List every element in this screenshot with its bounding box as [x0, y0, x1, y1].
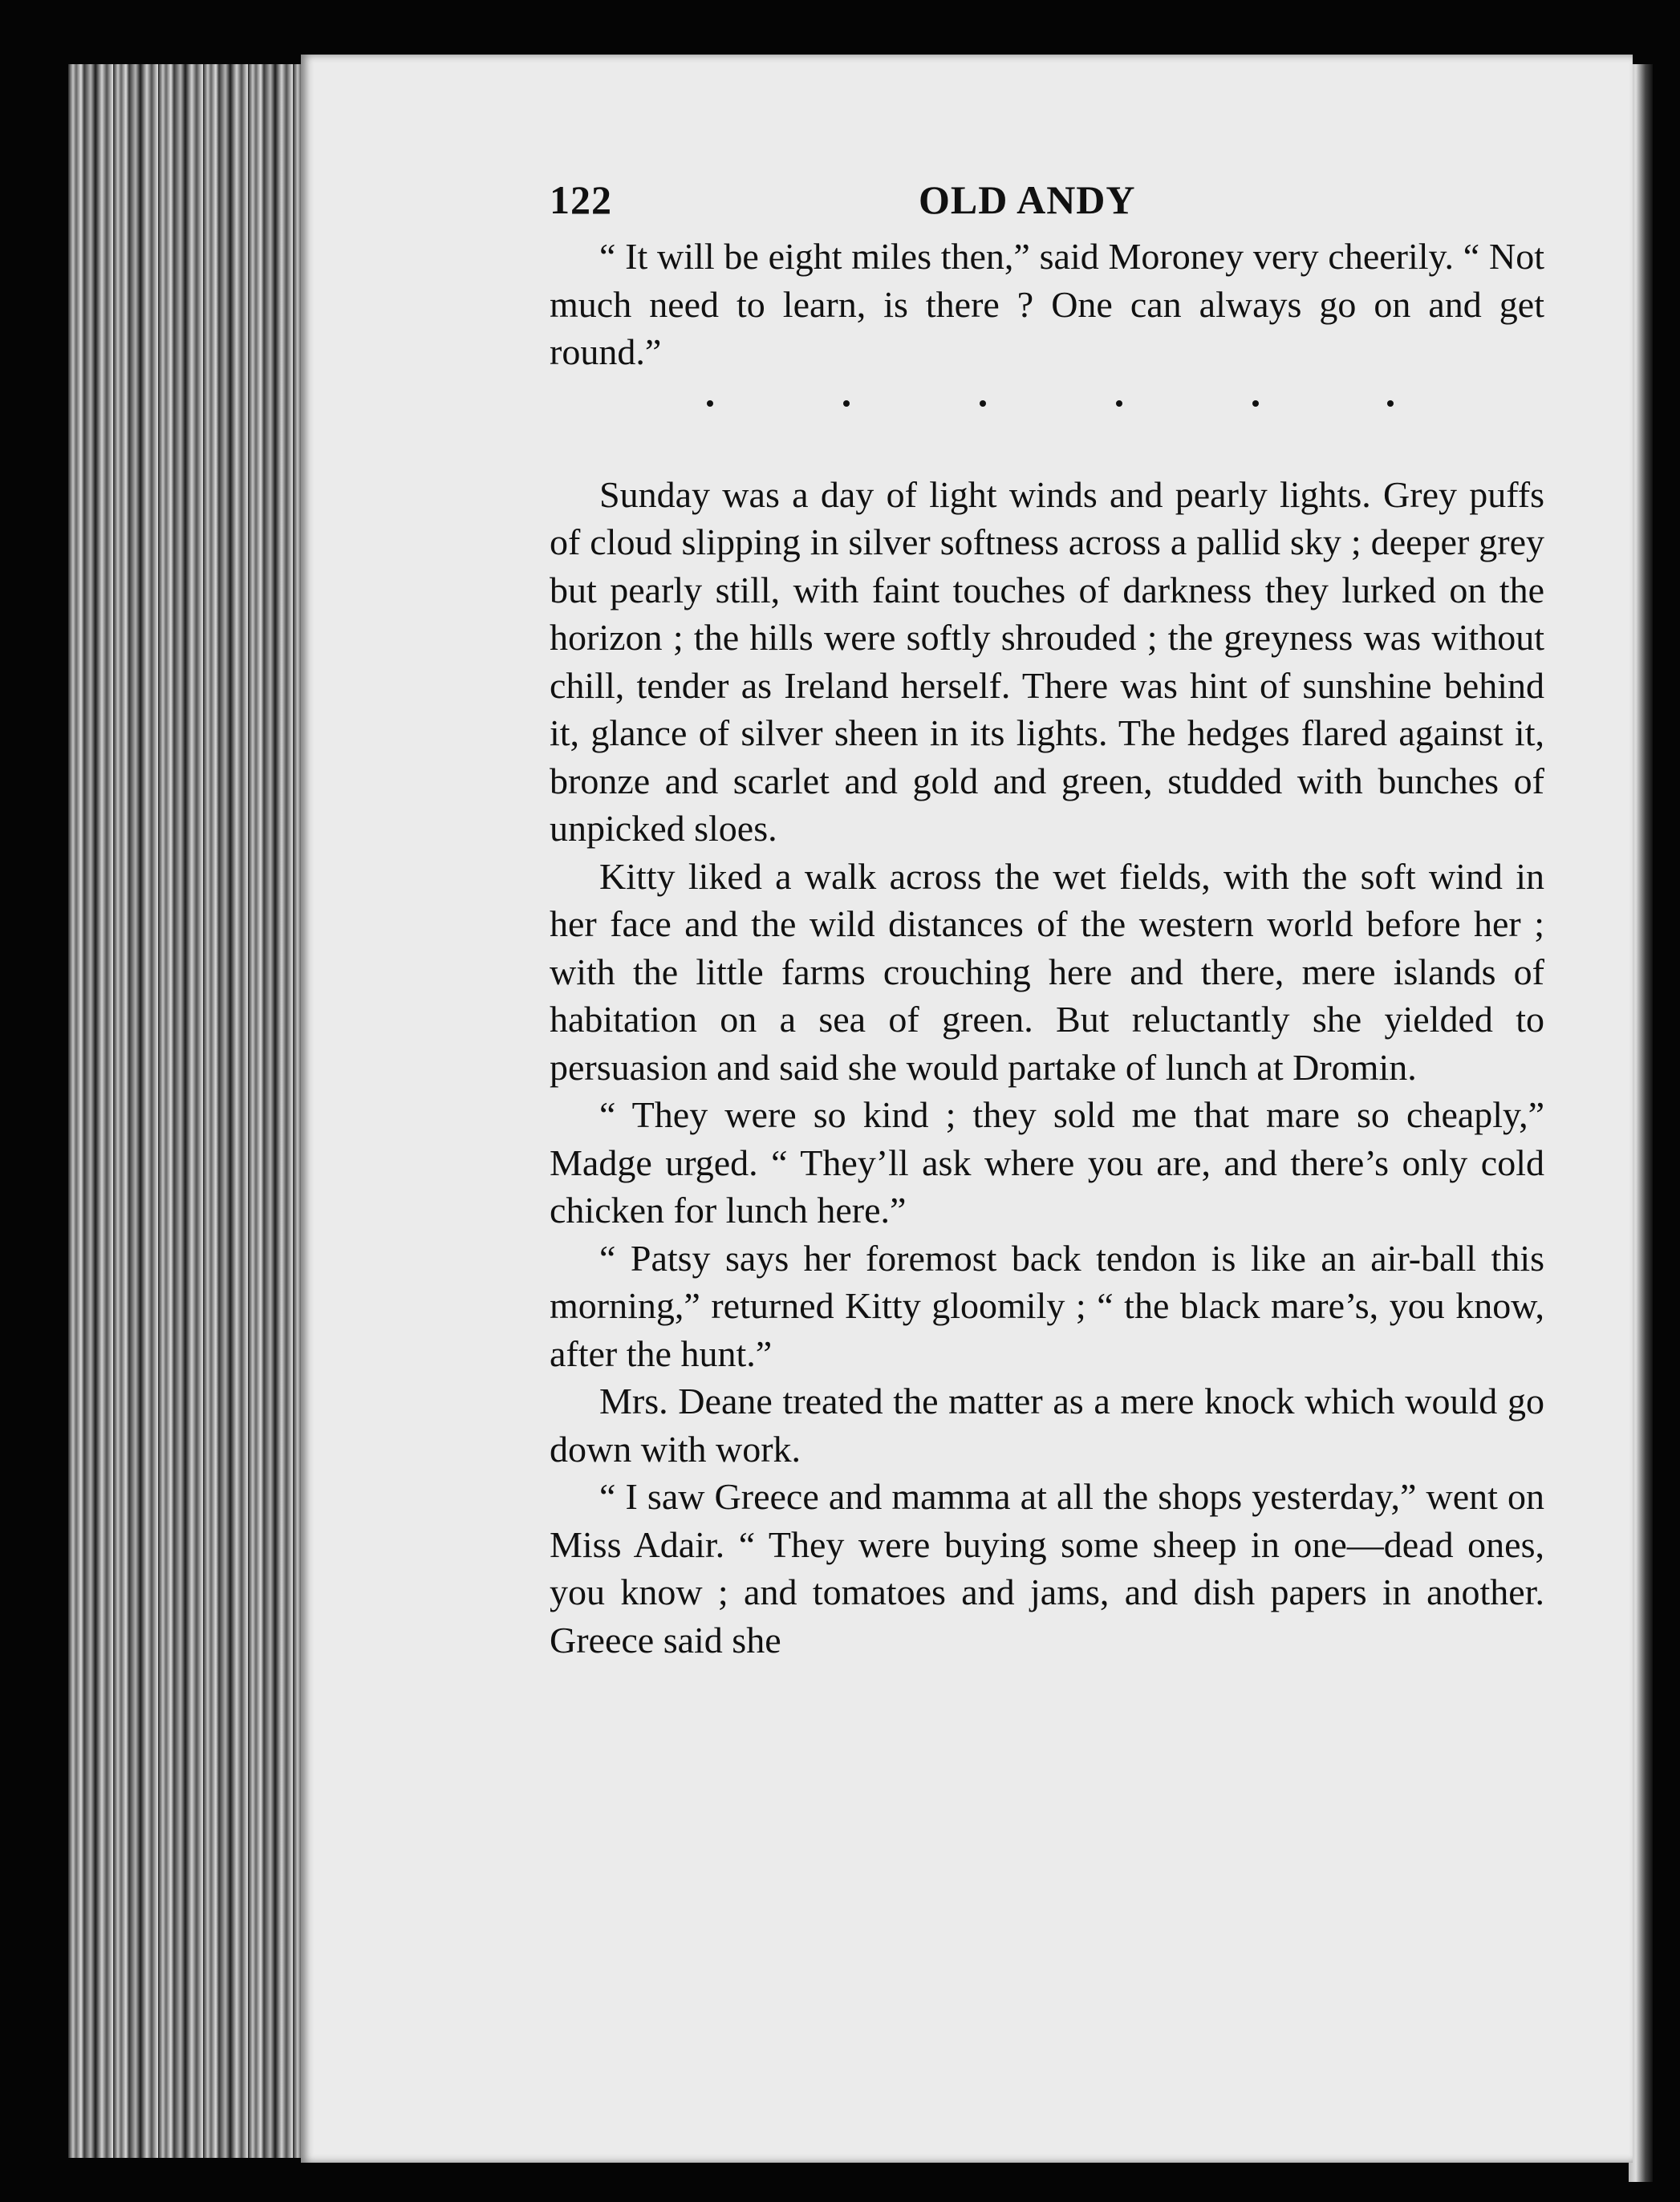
- paragraph-mrs-deane: Mrs. Deane treated the matter as a mere knock which would go down with work.: [550, 1381, 1544, 1470]
- section-break-dot: [843, 400, 850, 407]
- section-break-dot: [980, 400, 986, 407]
- book-page-edges-left: [68, 64, 309, 2158]
- paragraph-dialogue-moroney: “ It will be eight miles then,” said Moroney very cheerily. “ Not much need to learn, is there ? One can always go on and get round.”: [550, 236, 1544, 372]
- running-head: [550, 176, 1544, 233]
- page-number: 122: [550, 177, 612, 222]
- page-text-block: [550, 176, 1544, 1664]
- paragraph-miss-adair: “ I saw Greece and mamma at all the shops yesterday,” went on Miss Adair. “ They were buying some sheep in one—dead ones, you know ; and tomatoes and jams, and dish papers in another. Greece said she: [550, 1476, 1544, 1661]
- section-break-dot: [1252, 400, 1259, 407]
- section-break-dot: [1387, 400, 1394, 407]
- section-break: [550, 376, 1544, 471]
- running-title: OLD ANDY: [919, 177, 1136, 222]
- section-break-dot: [1116, 400, 1122, 407]
- paragraph-patsy: “ Patsy says her foremost back tendon is like an air-ball this morning,” returned Kitty gloomily ; “ the black mare’s, you know, after the hunt.”: [550, 1237, 1544, 1374]
- paragraph-kitty-walk: Kitty liked a walk across the wet fields, with the soft wind in her face and the wild distances of the western world before her ; with the little farms crouching here and there, mere islands of habitation on a sea of green. But reluctantly she yielded to persuasion and said she would partake of lunch at Dromin.: [550, 855, 1544, 1088]
- paragraph-madge-urged: “ They were so kind ; they sold me that mare so cheaply,” Madge urged. “ They’ll ask where you are, and there’s only cold chicken for lunch here.”: [550, 1094, 1544, 1231]
- section-break-dot: [707, 400, 713, 407]
- paragraph-sunday: Sunday was a day of light winds and pearly lights. Grey puffs of cloud slipping in silver softness across a pallid sky ; deeper grey but pearly still, with faint touches of darkness they lurked on the horizon ; the hills were softly shrouded ; the greyness was without chill, tender as Ireland herself. There was hint of sunshine behind it, glance of silver sheen in its lights. The hedges flared against it, bronze and scarlet and gold and green, studded with bunches of unpicked sloes.: [550, 473, 1544, 849]
